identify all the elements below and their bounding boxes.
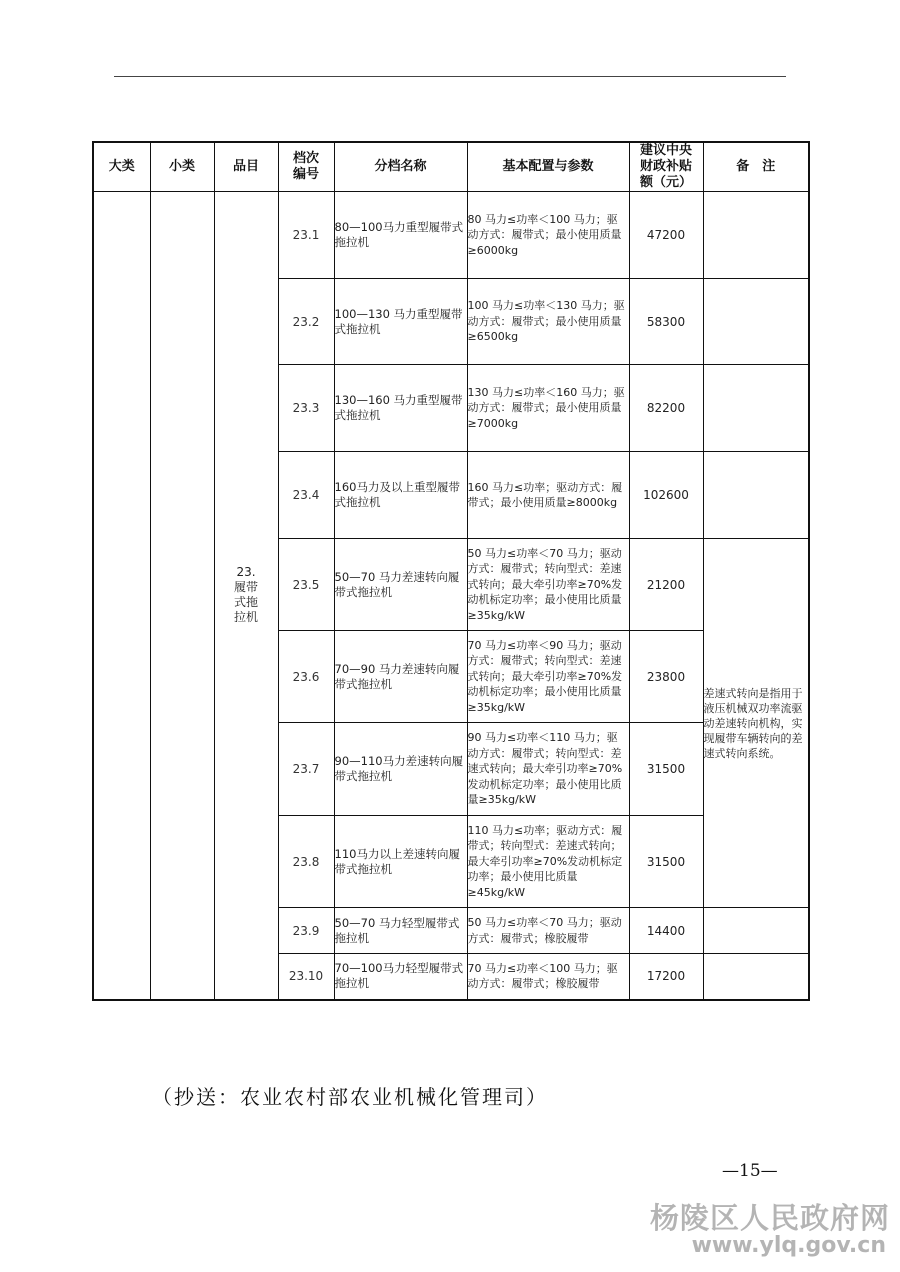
header-remark: 备 注 bbox=[703, 142, 809, 192]
tier-subsidy: 23800 bbox=[629, 631, 703, 723]
tier-number: 23.4 bbox=[278, 452, 334, 539]
tier-spec: 110 马力≤功率；驱动方式：履带式；转向型式：差速式转向；最大牵引功率≥70%发动机标定功率；最小使用比质量≥45kg/kW bbox=[467, 816, 629, 908]
tier-subsidy: 58300 bbox=[629, 279, 703, 365]
table-row bbox=[93, 192, 809, 279]
tier-name: 100—130 马力重型履带式拖拉机 bbox=[334, 279, 467, 365]
tier-spec: 80 马力≤功率＜100 马力；驱动方式：履带式；最小使用质量≥6000kg bbox=[467, 192, 629, 279]
tier-spec: 70 马力≤功率＜90 马力；驱动方式：履带式；转向型式：差速式转向；最大牵引功率≥70%发动机标定功率；最小使用比质量≥35kg/kW bbox=[467, 631, 629, 723]
remark-cell bbox=[703, 452, 809, 539]
tier-subsidy: 102600 bbox=[629, 452, 703, 539]
remark-cell bbox=[703, 279, 809, 365]
item-cell: 23.履带式拖拉机 bbox=[214, 192, 278, 1000]
tier-name: 70—100马力轻型履带式拖拉机 bbox=[334, 954, 467, 1000]
header-major-category: 大类 bbox=[93, 142, 150, 192]
tier-spec: 130 马力≤功率＜160 马力；驱动方式：履带式；最小使用质量≥7000kg bbox=[467, 365, 629, 452]
tier-spec: 90 马力≤功率＜110 马力；驱动方式：履带式；转向型式：差速式转向；最大牵引功率≥70%发动机标定功率；最小使用比质量≥35kg/kW bbox=[467, 723, 629, 816]
tier-number: 23.8 bbox=[278, 816, 334, 908]
tier-subsidy: 31500 bbox=[629, 723, 703, 816]
subsidy-table bbox=[92, 141, 810, 1001]
header-tier-name: 分档名称 bbox=[334, 142, 467, 192]
tier-spec: 70 马力≤功率＜100 马力；驱动方式：履带式；橡胶履带 bbox=[467, 954, 629, 1000]
tier-subsidy: 82200 bbox=[629, 365, 703, 452]
tier-spec: 160 马力≤功率；驱动方式：履带式；最小使用质量≥8000kg bbox=[467, 452, 629, 539]
tier-spec: 100 马力≤功率＜130 马力；驱动方式：履带式；最小使用质量≥6500kg bbox=[467, 279, 629, 365]
tier-subsidy: 14400 bbox=[629, 908, 703, 954]
tier-number: 23.5 bbox=[278, 539, 334, 631]
tier-name: 50—70 马力轻型履带式拖拉机 bbox=[334, 908, 467, 954]
tier-subsidy: 47200 bbox=[629, 192, 703, 279]
tier-number: 23.3 bbox=[278, 365, 334, 452]
tier-name: 160马力及以上重型履带式拖拉机 bbox=[334, 452, 467, 539]
tier-number: 23.1 bbox=[278, 192, 334, 279]
tier-name: 70—90 马力差速转向履带式拖拉机 bbox=[334, 631, 467, 723]
tier-name: 110马力以上差速转向履带式拖拉机 bbox=[334, 816, 467, 908]
watermark-site-name: 杨陵区人民政府网 bbox=[649, 1201, 890, 1235]
remark-cell bbox=[703, 954, 809, 1000]
header-tier-number: 档次编号 bbox=[278, 142, 334, 192]
header-minor-category: 小类 bbox=[150, 142, 214, 192]
tier-spec: 50 马力≤功率＜70 马力；驱动方式：履带式；橡胶履带 bbox=[467, 908, 629, 954]
tier-name: 130—160 马力重型履带式拖拉机 bbox=[334, 365, 467, 452]
header-item: 品目 bbox=[214, 142, 278, 192]
tier-name: 90—110马力差速转向履带式拖拉机 bbox=[334, 723, 467, 816]
header-spec: 基本配置与参数 bbox=[467, 142, 629, 192]
header-rule bbox=[114, 76, 786, 77]
major-category-cell bbox=[93, 192, 150, 1000]
cc-note: （抄送：农业农村部农业机械化管理司） bbox=[152, 1085, 548, 1109]
page-number: —15— bbox=[722, 1161, 778, 1181]
watermark-url: www.ylq.gov.cn bbox=[691, 1233, 886, 1258]
tier-subsidy: 21200 bbox=[629, 539, 703, 631]
tier-name: 80—100马力重型履带式拖拉机 bbox=[334, 192, 467, 279]
table-header-row bbox=[93, 142, 809, 192]
header-subsidy: 建议中央财政补贴额（元） bbox=[629, 142, 703, 192]
tier-spec: 50 马力≤功率＜70 马力；驱动方式：履带式；转向型式：差速式转向；最大牵引功率≥70%发动机标定功率；最小使用比质量≥35kg/kW bbox=[467, 539, 629, 631]
tier-subsidy: 31500 bbox=[629, 816, 703, 908]
tier-name: 50—70 马力差速转向履带式拖拉机 bbox=[334, 539, 467, 631]
remark-cell bbox=[703, 192, 809, 279]
tier-number: 23.9 bbox=[278, 908, 334, 954]
remark-diff-steering: 差速式转向是指用于液压机械双功率流驱动差速转向机构，实现履带车辆转向的差速式转向系统。 bbox=[703, 539, 809, 908]
remark-cell bbox=[703, 908, 809, 954]
tier-number: 23.7 bbox=[278, 723, 334, 816]
tier-subsidy: 17200 bbox=[629, 954, 703, 1000]
tier-number: 23.10 bbox=[278, 954, 334, 1000]
minor-category-cell bbox=[150, 192, 214, 1000]
tier-number: 23.2 bbox=[278, 279, 334, 365]
tier-number: 23.6 bbox=[278, 631, 334, 723]
remark-cell bbox=[703, 365, 809, 452]
